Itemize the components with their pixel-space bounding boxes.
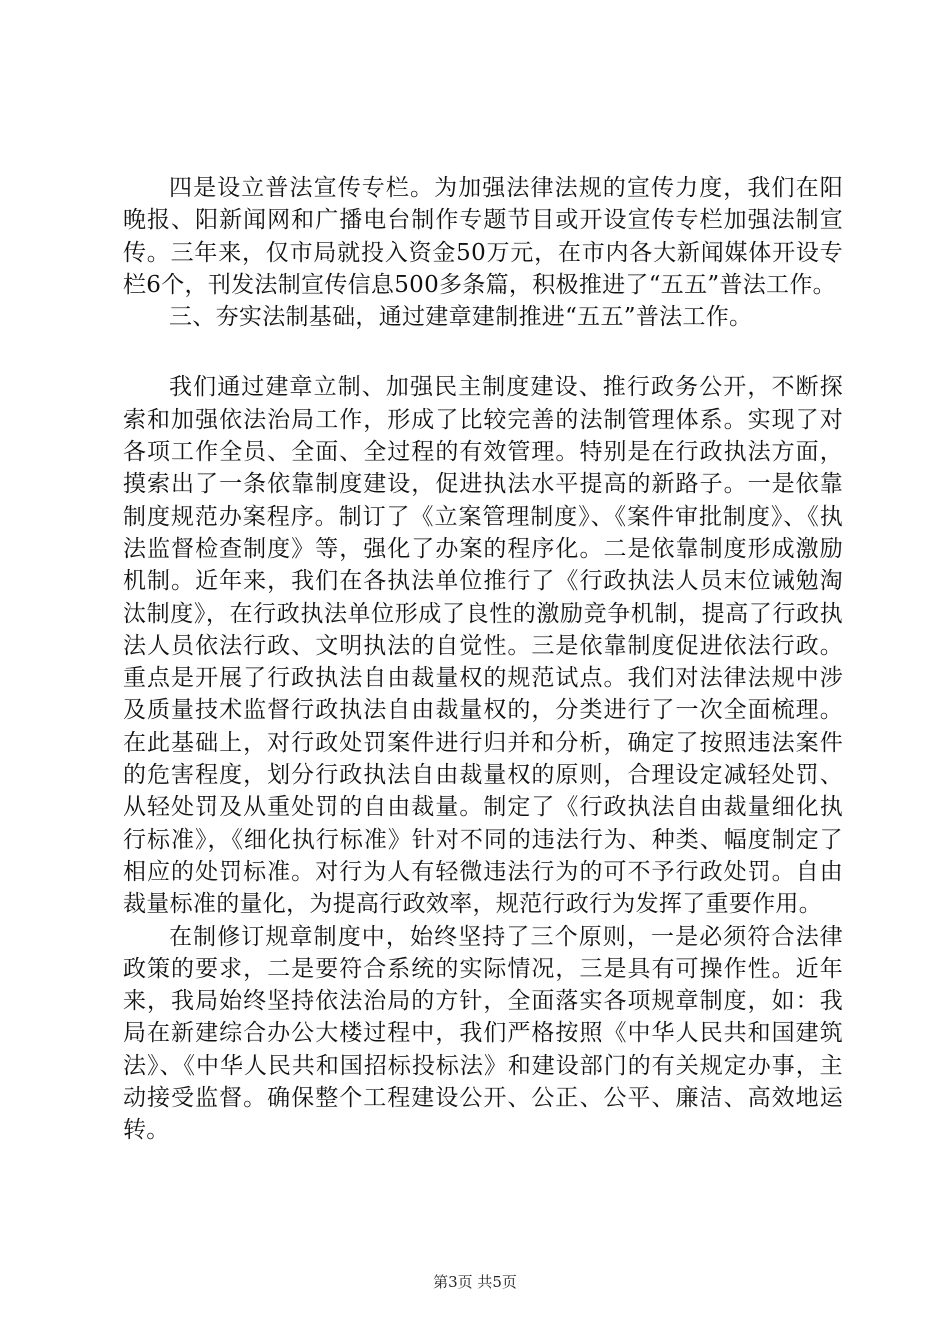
paragraph-rule-building: 我们通过建章立制、加强民主制度建设、推行政务公开，不断探索和加强依法治局工作，形成了比较完善的法制管理体系。实现了对各项工作全员、全面、全过程的有效管理。特别是在行政执法方面，摸索出了一条依靠制度建设，促进执法水平提高的新路子。一是依靠制度规范办案程序。制订了《立案管理制度》、《案件审批制度》、《执法监督检查制度》等，强化了办案的程序化。二是依靠制度形成激励机制。近年来，我们在各执法单位推行了《行政执法人员末位诫勉淘汰制度》，在行政执法单位形成了良性的激励竞争机制，提高了行政执法人员依法行政、文明执法的自觉性。三是依靠制度促进依法行政。重点是开展了行政执法自由裁量权的规范试点。我们对法律法规中涉及质量技术监督行政执法自由裁量权的，分类进行了一次全面梳理。在此基础上，对行政处罚案件进行归并和分析，确定了按照违法案件的危害程度，划分行政执法自由裁量权的原则，合理设定减轻处罚、从轻处罚及从重处罚的自由裁量。制定了《行政执法自由裁量细化执行标准》，《细化执行标准》针对不同的违法行为、种类、幅度制定了相应的处罚标准。对行为人有轻微违法行为的可不予行政处罚。自由裁量标准的量化，为提高行政效率，规范行政行为发挥了重要作用。: [123, 374, 843, 918]
section-heading-three: 三、夯实法制基础，通过建章建制推进“五五”普法工作。: [169, 304, 753, 331]
paragraph-three-principles: 在制修订规章制度中，始终坚持了三个原则，一是必须符合法律政策的要求，二是要符合系统的实际情况，三是具有可操作性。近年来，我局始终坚持依法治局的方针，全面落实各项规章制度，如：我局在新建综合办公大楼过程中，我们严格按照《中华人民共和国建筑法》、《中华人民共和国招标投标法》和建设部门的有关规定办事，主动接受监督。确保整个工程建设公开、公正、公平、廉洁、高效地运转。: [123, 923, 843, 1144]
paragraph-propaganda-column: 四是设立普法宣传专栏。为加强法律法规的宣传力度，我们在阳晚报、阳新闻网和广播电台制作专题节目或开设宣传专栏加强法制宣传。三年来，仅市局就投入资金50万元，在市内各大新闻媒体开设专栏6个，刊发法制宣传信息500多条篇，积极推进了“五五”普法工作。: [123, 175, 843, 298]
document-body: [123, 172, 843, 1147]
page-footer: 第3页 共5页: [433, 1273, 517, 1291]
paragraph-spacer: [123, 333, 843, 371]
